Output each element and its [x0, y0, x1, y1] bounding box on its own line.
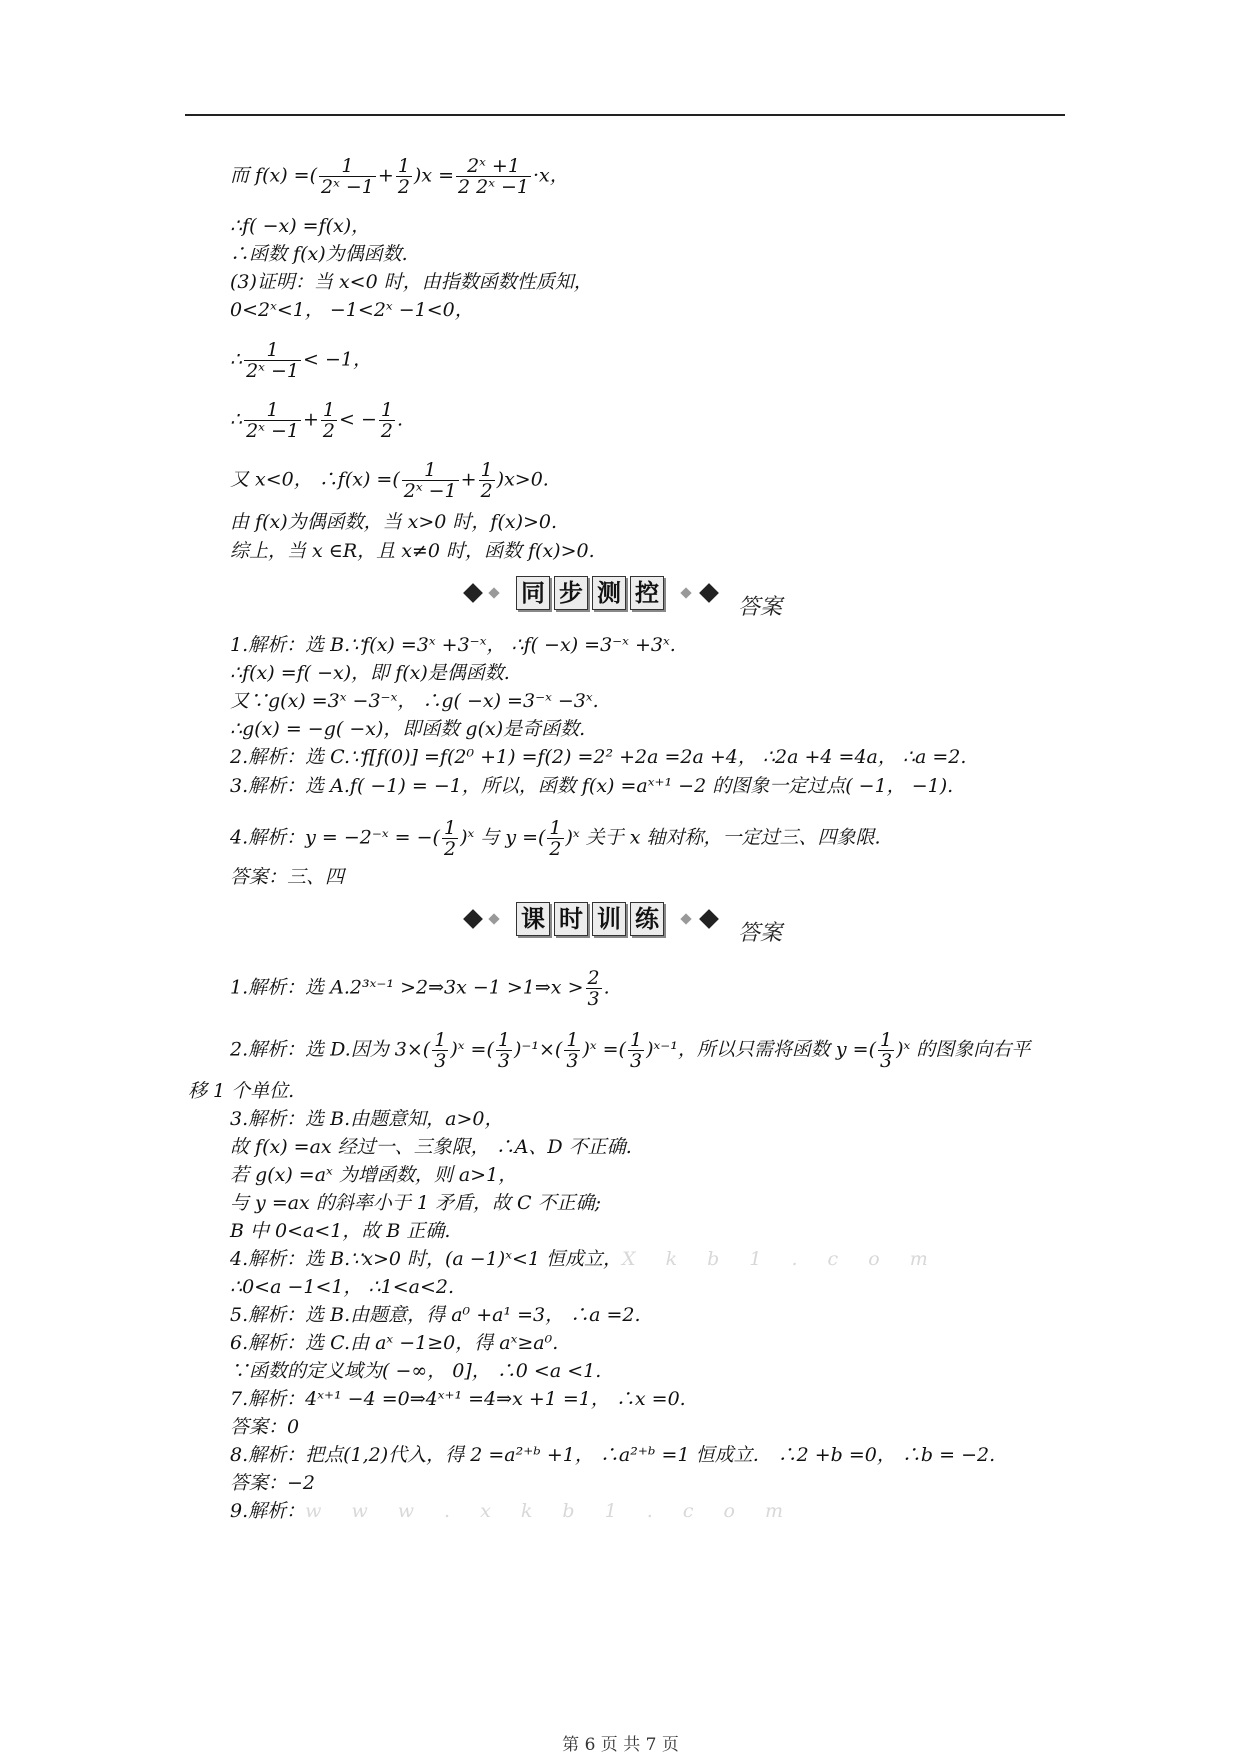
banner-title	[516, 902, 664, 936]
line: 又∵g(x) =3ˣ −3⁻ˣ， ∴g( −x) =3⁻ˣ −3ˣ.	[230, 690, 599, 712]
line: B 中 0<a<1，故 B 正确.	[230, 1220, 451, 1242]
text: )ˣ =(	[450, 1038, 494, 1061]
line: 3.解析：选 B.由题意知，a>0，	[230, 1108, 504, 1130]
text: )ˣ⁻¹，所以只需将函数 y =(	[646, 1038, 877, 1061]
line: ∴0<a −1<1， ∴1<a<2.	[230, 1276, 454, 1298]
numerator: 2	[587, 967, 600, 989]
line: 由 f(x)为偶函数，当 x>0 时，f(x)>0.	[230, 511, 558, 533]
text: )ˣ =(	[582, 1038, 626, 1061]
diamond-icon	[699, 909, 719, 929]
text: 4.解析：y = −2⁻ˣ = −(	[230, 826, 440, 849]
text: 4.解析：选 B.∵x>0 时，(a −1)ˣ<1 恒成立，	[230, 1248, 623, 1270]
denominator: 3	[880, 1050, 893, 1072]
line: ∵函数的定义域为( −∞， 0]， ∴0 <a <1.	[230, 1360, 602, 1382]
line-answer-2	[230, 1030, 1030, 1071]
numerator: 1	[380, 399, 393, 421]
text: )ˣ 关于 x 轴对称，一定过三、四象限.	[565, 826, 881, 849]
text: )ˣ 与 y =(	[460, 826, 546, 849]
fraction	[586, 968, 602, 1009]
fraction	[878, 1030, 894, 1071]
fraction	[244, 400, 301, 441]
denominator: 2	[322, 420, 335, 442]
fraction	[628, 1030, 644, 1071]
line: 7.解析：4ˣ⁺¹ −4 =0⇒4ˣ⁺¹ =4⇒x +1 =1， ∴x =0.	[230, 1388, 686, 1410]
numerator: 1	[244, 400, 301, 421]
denominator: 2	[443, 838, 457, 860]
title-char: 课	[516, 902, 550, 936]
denominator: 2ˣ −1	[321, 176, 374, 198]
numerator: 1	[244, 340, 301, 361]
text: +	[460, 468, 477, 491]
text: < −	[339, 408, 377, 431]
banner-title	[516, 576, 664, 610]
line: ∴f( −x) =f(x)，	[230, 215, 371, 237]
denominator: 2ˣ −1	[246, 360, 299, 382]
diamond-icon	[488, 913, 499, 924]
title-char: 控	[630, 576, 664, 610]
denominator: 3	[497, 1050, 510, 1072]
fraction	[321, 400, 337, 441]
line-x-negative	[230, 460, 549, 501]
denominator: 2	[480, 480, 493, 502]
line: 5.解析：选 B.由题意，得 a⁰ +a¹ =3， ∴a =2.	[230, 1304, 641, 1326]
denominator: 3	[629, 1050, 643, 1072]
section-banner-sync-control	[0, 574, 1241, 620]
denominator: 2	[380, 420, 393, 442]
text: +	[377, 164, 394, 187]
text: < −1，	[302, 348, 372, 371]
line: ∴函数 f(x)为偶函数.	[230, 243, 408, 265]
line: 6.解析：选 C.由 aˣ −1≥0，得 aˣ≥a⁰.	[230, 1332, 559, 1354]
denominator: 3	[587, 988, 600, 1010]
fraction	[432, 1030, 448, 1071]
line-answer-9	[230, 1500, 795, 1522]
line-inequality-1	[230, 340, 372, 381]
text: +	[302, 408, 319, 431]
numerator: 1	[480, 459, 493, 481]
fraction	[402, 460, 459, 501]
line-answer-1	[230, 968, 610, 1009]
diamond-icon	[680, 587, 691, 598]
text: .	[396, 408, 404, 431]
diamond-icon	[680, 913, 691, 924]
line: ∴f(x) =f( −x)，即 f(x)是偶函数.	[230, 662, 510, 684]
line: 答案：三、四	[230, 866, 345, 888]
therefore: ∴	[230, 408, 243, 431]
numerator: 1	[443, 817, 457, 839]
line: 1.解析：选 B.∵f(x) =3ˣ +3⁻ˣ， ∴f( −x) =3⁻ˣ +3ˣ.	[230, 634, 676, 656]
fraction	[396, 156, 412, 197]
diamond-icon	[488, 587, 499, 598]
line: 若 g(x) =aˣ 为增函数，则 a>1，	[230, 1164, 518, 1186]
text: 而 f(x) =(	[230, 164, 317, 187]
denominator: 2ˣ −1	[403, 480, 457, 502]
fraction	[379, 400, 395, 441]
denominator: 2 2ˣ −1	[458, 176, 530, 198]
text: 9.解析：	[230, 1500, 306, 1522]
section-banner-lesson-training	[0, 900, 1241, 946]
title-char: 训	[592, 902, 626, 936]
text: ·x，	[533, 164, 569, 187]
line: 综上，当 x ∈R，且 x≠0 时，函数 f(x)>0.	[230, 540, 595, 562]
watermark: X k b 1 . c o m	[622, 1248, 940, 1270]
line: (3)证明：当 x<0 时，由指数函数性质知，	[230, 271, 593, 293]
fraction	[456, 156, 531, 197]
text: )x>0.	[496, 468, 549, 491]
text: .	[603, 976, 610, 999]
title-char: 测	[592, 576, 626, 610]
line: 3.解析：选 A.f( −1) = −1，所以，函数 f(x) =aˣ⁺¹ −2 的图象一定过点( −1， −1).	[230, 775, 954, 797]
fraction	[547, 818, 563, 859]
fraction	[496, 1030, 512, 1071]
text: )x =	[413, 164, 454, 187]
text: 2.解析：选 D.因为 3×(	[230, 1038, 431, 1061]
numerator: 1	[629, 1029, 643, 1051]
diamond-icon	[699, 583, 719, 603]
text: 又 x<0， ∴f(x) =(	[230, 468, 400, 491]
line-answer-4b	[230, 1248, 940, 1270]
text: )⁻¹×(	[513, 1038, 563, 1061]
answer-label: 答案	[738, 921, 783, 946]
line-answer-4	[230, 818, 881, 859]
line: 答案：0	[230, 1416, 300, 1438]
numerator: 1	[402, 460, 459, 481]
line-fx-definition	[230, 156, 569, 197]
fraction	[442, 818, 458, 859]
numerator: 1	[322, 399, 335, 421]
numerator: 1	[549, 817, 562, 839]
diamond-icon	[463, 909, 483, 929]
denominator: 3	[434, 1050, 447, 1072]
numerator: 2ˣ +1	[456, 156, 531, 177]
fraction	[319, 156, 376, 197]
denominator: 2	[549, 838, 562, 860]
fraction	[479, 460, 495, 501]
text: )ˣ 的图象向右平	[896, 1038, 1031, 1061]
title-char: 时	[554, 902, 588, 936]
denominator: 2	[397, 176, 410, 198]
numerator: 1	[319, 156, 376, 177]
line: 故 f(x) =ax 经过一、三象限， ∴A、D 不正确.	[230, 1136, 632, 1158]
watermark: w w w . x k b 1 . c o m	[305, 1500, 796, 1522]
numerator: 1	[434, 1029, 447, 1051]
line: 0<2ˣ<1， −1<2ˣ −1<0，	[230, 299, 474, 321]
line: 移 1 个单位.	[188, 1080, 295, 1102]
fraction	[564, 1030, 580, 1071]
text: 1.解析：选 A.2³ˣ⁻¹ >2⇒3x −1 >1⇒x >	[230, 976, 584, 999]
line: 8.解析：把点(1,2)代入，得 2 =a²⁺ᵇ +1， ∴a²⁺ᵇ =1 恒成立． ∴2 +b =0， ∴b = −2.	[230, 1444, 996, 1466]
numerator: 1	[880, 1029, 893, 1051]
numerator: 1	[497, 1029, 510, 1051]
denominator: 2ˣ −1	[246, 420, 299, 442]
diamond-icon	[463, 583, 483, 603]
title-char: 练	[630, 902, 664, 936]
line: 答案：−2	[230, 1472, 316, 1494]
fraction	[244, 340, 301, 381]
line: ∴g(x) = −g( −x)，即函数 g(x)是奇函数.	[230, 718, 586, 740]
line: 2.解析：选 C.∵f[f(0)] =f(2⁰ +1) =f(2) =2² +2a =2a +4， ∴2a +4 =4a， ∴a =2.	[230, 746, 967, 768]
line-inequality-2	[230, 400, 403, 441]
answer-label: 答案	[738, 595, 783, 620]
denominator: 3	[566, 1050, 579, 1072]
header-rule	[185, 114, 1065, 116]
title-char: 同	[516, 576, 550, 610]
line: 与 y =ax 的斜率小于 1 矛盾，故 C 不正确;	[230, 1192, 602, 1214]
therefore: ∴	[230, 348, 243, 371]
title-char: 步	[554, 576, 588, 610]
numerator: 1	[397, 155, 410, 177]
page-footer: 第 6 页 共 7 页	[562, 1735, 679, 1754]
numerator: 1	[566, 1029, 579, 1051]
